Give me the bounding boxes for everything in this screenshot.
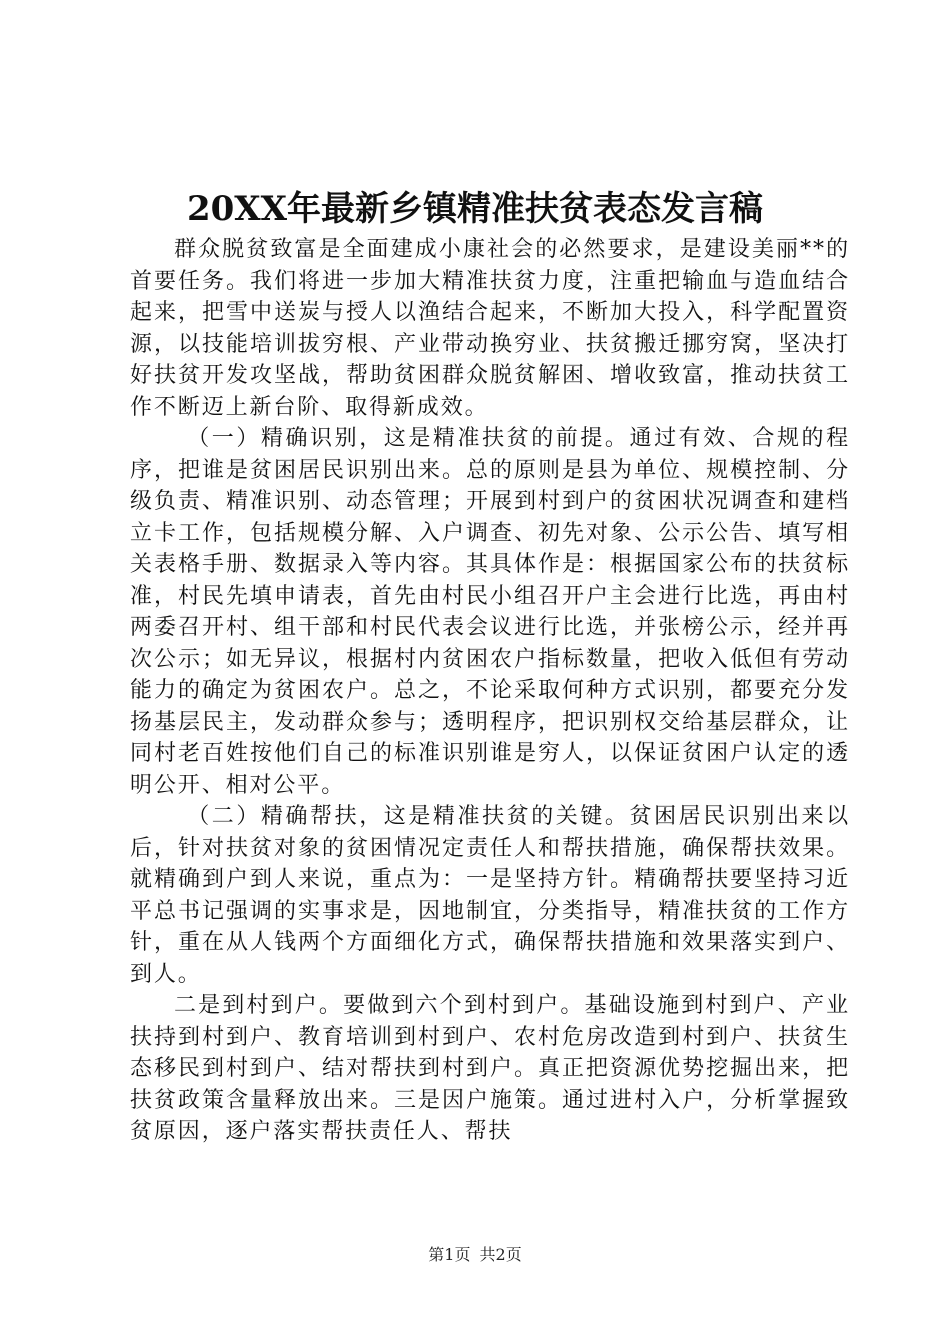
paragraph-identification: （一）精确识别，这是精准扶贫的前提。通过有效、合规的程序，把谁是贫困居民识别出来。总的原则是县为单位、规模控制、分级负责、精准识别、动态管理；开展到村到户的贫困状况调查和建档立卡工作，包括规模分解、入户调查、初先对象、公示公告、填写相关表格手册、数据录入等内容。其具体作是：根据国家公布的扶贫标准，村民先填申请表，首先由村民小组召开户主会进行比选，再由村两委召开村、组干部和村民代表会议进行比选，并张榜公示，经并再次公示；如无异议，根据村内贫困农户指标数量，把收入低但有劳动能力的确定为贫困农户。总之，不论采取何种方式识别，都要充分发扬基层民主，发动群众参与；透明程序，把识别权交给基层群众，让同村老百姓按他们自己的标准识别谁是穷人，以保证贫困户认定的透明公开、相对公平。: [130, 426, 850, 798]
page-footer: [0, 1244, 950, 1266]
document-body: [130, 234, 850, 1148]
document-title: 20XX年最新乡镇精准扶贫表态发言稿: [186, 189, 764, 229]
page-total: 共2页: [479, 1245, 522, 1264]
paragraph-village-household: 二是到村到户。要做到六个到村到户。基础设施到村到户、产业扶持到村到户、教育培训到村到户、农村危房改造到村到户、扶贫生态移民到村到户、结对帮扶到村到户。真正把资源优势挖掘出来，把扶贫政策含量释放出来。三是因户施策。通过进村入户，分析掌握致贫原因，逐户落实帮扶责任人、帮扶: [130, 993, 850, 1144]
page-number: 第1页: [428, 1245, 471, 1264]
paragraph-assistance: （二）精确帮扶，这是精准扶贫的关键。贫困居民识别出来以后，针对扶贫对象的贫困情况定责任人和帮扶措施，确保帮扶效果。就精确到户到人来说，重点为：一是坚持方针。精确帮扶要坚持习近平总书记强调的实事求是，因地制宜，分类指导，精准扶贫的工作方针，重在从人钱两个方面细化方式，确保帮扶措施和效果落实到户、到人。: [130, 804, 850, 987]
paragraph-intro: 群众脱贫致富是全面建成小康社会的必然要求，是建设美丽**的首要任务。我们将进一步加大精准扶贫力度，注重把输血与造血结合起来，把雪中送炭与授人以渔结合起来，不断加大投入，科学配置资源，以技能培训拔穷根、产业带动换穷业、扶贫搬迁挪穷窝，坚决打好扶贫开发攻坚战，帮助贫困群众脱贫解困、增收致富，推动扶贫工作不断迈上新台阶、取得新成效。: [130, 237, 850, 420]
